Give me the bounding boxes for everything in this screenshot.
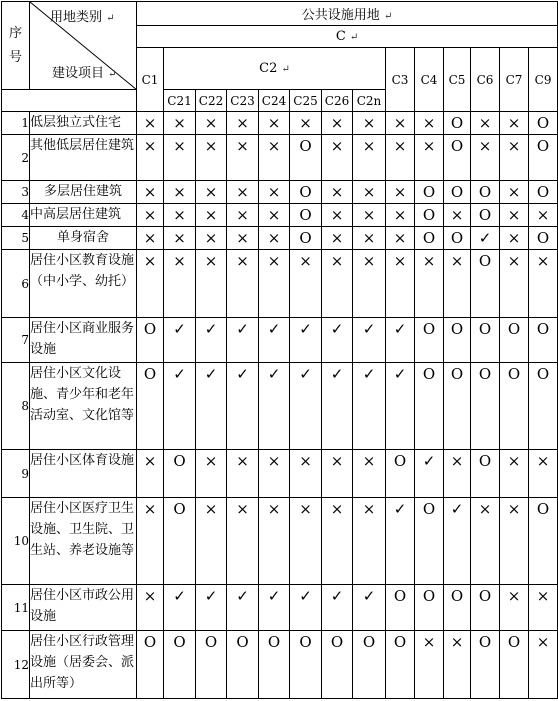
- compatibility-mark: ×: [259, 204, 290, 227]
- compatibility-mark: ×: [386, 250, 415, 318]
- column-code-c25: C25: [290, 90, 322, 112]
- compatibility-mark: ×: [322, 135, 353, 181]
- compatibility-mark: ×: [290, 112, 322, 135]
- return-mark-icon: ↵: [108, 69, 117, 80]
- compatibility-mark: ✓: [444, 498, 471, 585]
- compatibility-mark: O: [415, 318, 444, 363]
- compatibility-mark: ×: [137, 585, 164, 631]
- table-row: [2, 250, 558, 318]
- compatibility-mark: ×: [290, 498, 322, 585]
- compatibility-mark: O: [137, 631, 164, 699]
- row-number: 1: [2, 112, 30, 135]
- sub-group-code: C2 ↵: [164, 48, 386, 90]
- compatibility-mark: O: [529, 181, 558, 204]
- compatibility-mark: O: [164, 631, 196, 699]
- table-body: [2, 2, 558, 699]
- compatibility-mark: ✓: [386, 363, 415, 450]
- compatibility-mark: ×: [322, 227, 353, 250]
- row-number: 5: [2, 227, 30, 250]
- compatibility-mark: ×: [500, 204, 529, 227]
- row-project-name: 多层居住建筑: [30, 181, 137, 204]
- compatibility-mark: O: [444, 318, 471, 363]
- compatibility-mark: ×: [259, 112, 290, 135]
- land-use-compatibility-table: [1, 1, 558, 699]
- row-number: 7: [2, 318, 30, 363]
- table-row: [2, 135, 558, 181]
- compatibility-mark: O: [196, 631, 227, 699]
- compatibility-mark: O: [415, 181, 444, 204]
- compatibility-mark: ×: [529, 204, 558, 227]
- compatibility-mark: O: [471, 450, 500, 498]
- compatibility-mark: ×: [500, 250, 529, 318]
- row-project-name: 单身宿舍: [30, 227, 137, 250]
- row-project-name: 中高层居住建筑: [30, 204, 137, 227]
- compatibility-mark: O: [444, 227, 471, 250]
- compatibility-mark: O: [415, 498, 444, 585]
- compatibility-mark: ×: [290, 250, 322, 318]
- column-code-c21: C21: [164, 90, 196, 112]
- compatibility-mark: ×: [500, 450, 529, 498]
- compatibility-mark: O: [471, 585, 500, 631]
- compatibility-mark: ×: [500, 112, 529, 135]
- compatibility-mark: ×: [529, 450, 558, 498]
- compatibility-mark: O: [290, 631, 322, 699]
- row-number: 3: [2, 181, 30, 204]
- seq-header-text: 序号: [9, 25, 23, 65]
- compatibility-mark: O: [471, 181, 500, 204]
- compatibility-mark: O: [164, 498, 196, 585]
- table-row: [2, 204, 558, 227]
- compatibility-mark: ✓: [386, 498, 415, 585]
- row-project-name: 居住小区文化设施、青少年和老年活动室、文化馆等: [30, 363, 137, 450]
- table-row: [2, 585, 558, 631]
- compatibility-mark: ×: [444, 631, 471, 699]
- row-number: 6: [2, 250, 30, 318]
- compatibility-mark: ×: [353, 204, 386, 227]
- compatibility-mark: ×: [164, 204, 196, 227]
- compatibility-mark: O: [529, 135, 558, 181]
- row-number: 9: [2, 450, 30, 498]
- compatibility-mark: ×: [227, 498, 259, 585]
- row-project-name: 居住小区医疗卫生设施、卫生院、卫生站、养老设施等: [30, 498, 137, 585]
- row-number: 10: [2, 498, 30, 585]
- compatibility-mark: O: [471, 363, 500, 450]
- compatibility-mark: ×: [259, 135, 290, 181]
- compatibility-mark: ✓: [353, 363, 386, 450]
- compatibility-mark: O: [386, 585, 415, 631]
- row-project-name: 居住小区教育设施（中小学、幼托）: [30, 250, 137, 318]
- compatibility-mark: ✓: [322, 363, 353, 450]
- compatibility-mark: O: [471, 318, 500, 363]
- compatibility-mark: O: [500, 318, 529, 363]
- compatibility-mark: ×: [500, 135, 529, 181]
- return-mark-icon: ↵: [106, 13, 115, 24]
- compatibility-mark: O: [444, 585, 471, 631]
- compatibility-mark: ×: [353, 181, 386, 204]
- compatibility-mark: ×: [386, 227, 415, 250]
- compatibility-mark: ✓: [386, 318, 415, 363]
- row-number: 12: [2, 631, 30, 699]
- compatibility-mark: O: [353, 631, 386, 699]
- compatibility-mark: O: [444, 112, 471, 135]
- compatibility-mark: ×: [196, 181, 227, 204]
- compatibility-mark: ✓: [259, 363, 290, 450]
- row-number: 2: [2, 135, 30, 181]
- row-project-name: 居住小区市政公用设施: [30, 585, 137, 631]
- compatibility-mark: ×: [322, 112, 353, 135]
- compatibility-mark: ✓: [196, 318, 227, 363]
- row-number: 4: [2, 204, 30, 227]
- compatibility-mark: ×: [227, 227, 259, 250]
- row-project-name: 低层独立式住宅: [30, 112, 137, 135]
- compatibility-mark: ✓: [227, 585, 259, 631]
- compatibility-mark: ×: [196, 450, 227, 498]
- row-project-name: 居住小区体育设施: [30, 450, 137, 498]
- row-project-name: 其他低层居住建筑: [30, 135, 137, 181]
- table-row: [2, 112, 558, 135]
- return-mark-icon: ↵: [383, 11, 393, 22]
- compatibility-mark: ×: [353, 450, 386, 498]
- table-row: [2, 181, 558, 204]
- compatibility-mark: ×: [444, 250, 471, 318]
- compatibility-mark: ✓: [164, 585, 196, 631]
- compatibility-mark: ×: [259, 250, 290, 318]
- compatibility-mark: ×: [471, 112, 500, 135]
- compatibility-mark: ×: [415, 631, 444, 699]
- compatibility-mark: ✓: [322, 318, 353, 363]
- compatibility-mark: O: [529, 318, 558, 363]
- compatibility-mark: ×: [259, 498, 290, 585]
- compatibility-mark: ×: [444, 204, 471, 227]
- compatibility-mark: O: [322, 631, 353, 699]
- column-code-c26: C26: [322, 90, 353, 112]
- compatibility-mark: ×: [415, 135, 444, 181]
- compatibility-mark: ✓: [353, 585, 386, 631]
- compatibility-mark: ×: [529, 250, 558, 318]
- compatibility-mark: ×: [529, 585, 558, 631]
- column-code-c24: C24: [259, 90, 290, 112]
- compatibility-mark: ×: [137, 204, 164, 227]
- compatibility-mark: O: [471, 631, 500, 699]
- compatibility-mark: ×: [471, 135, 500, 181]
- compatibility-mark: O: [529, 363, 558, 450]
- compatibility-mark: ×: [322, 450, 353, 498]
- compatibility-mark: O: [415, 204, 444, 227]
- compatibility-mark: ✓: [164, 363, 196, 450]
- compatibility-mark: ✓: [290, 585, 322, 631]
- compatibility-mark: ×: [196, 112, 227, 135]
- compatibility-mark: O: [290, 227, 322, 250]
- compatibility-mark: ×: [196, 204, 227, 227]
- compatibility-mark: O: [415, 585, 444, 631]
- column-code-c9: C9: [529, 48, 558, 112]
- compatibility-mark: ×: [259, 181, 290, 204]
- compatibility-mark: ×: [227, 112, 259, 135]
- compatibility-mark: ×: [500, 227, 529, 250]
- compatibility-mark: ×: [322, 498, 353, 585]
- return-mark-icon: ↵: [349, 32, 359, 43]
- compatibility-mark: ×: [500, 181, 529, 204]
- compatibility-mark: O: [444, 181, 471, 204]
- compatibility-mark: ×: [196, 250, 227, 318]
- compatibility-mark: ✓: [227, 363, 259, 450]
- table-row: [2, 227, 558, 250]
- compatibility-mark: ×: [353, 250, 386, 318]
- compatibility-mark: ×: [322, 204, 353, 227]
- compatibility-mark: ×: [500, 585, 529, 631]
- compatibility-mark: O: [386, 450, 415, 498]
- table-row: [2, 498, 558, 585]
- compatibility-mark: O: [500, 363, 529, 450]
- column-code-c4: C4: [415, 48, 444, 112]
- compatibility-mark: ×: [227, 181, 259, 204]
- compatibility-mark: ×: [444, 450, 471, 498]
- compatibility-mark: ×: [137, 227, 164, 250]
- compatibility-mark: ×: [386, 112, 415, 135]
- table-row: [2, 363, 558, 450]
- compatibility-mark: ✓: [164, 318, 196, 363]
- compatibility-mark: ×: [196, 135, 227, 181]
- compatibility-mark: ×: [164, 181, 196, 204]
- row-number: 11: [2, 585, 30, 631]
- compatibility-mark: ×: [386, 181, 415, 204]
- group-code: C ↵: [137, 26, 558, 48]
- compatibility-mark: ×: [353, 227, 386, 250]
- compatibility-mark: ×: [322, 181, 353, 204]
- table-row: [2, 450, 558, 498]
- compatibility-mark: ✓: [259, 318, 290, 363]
- row-number: 8: [2, 363, 30, 450]
- table-row: [2, 631, 558, 699]
- compatibility-mark: ×: [290, 450, 322, 498]
- compatibility-mark: ×: [227, 204, 259, 227]
- compatibility-mark: O: [444, 363, 471, 450]
- group-title: 公共设施用地 ↵: [137, 2, 558, 26]
- compatibility-mark: ✓: [196, 585, 227, 631]
- column-code-c6: C6: [471, 48, 500, 112]
- compatibility-mark: ✓: [196, 363, 227, 450]
- category-header-label: 用地类别: [50, 10, 103, 25]
- compatibility-mark: O: [227, 631, 259, 699]
- compatibility-mark: O: [290, 135, 322, 181]
- compatibility-mark: ✓: [290, 318, 322, 363]
- project-header-label: 建设项目: [52, 66, 105, 81]
- row-project-name: 居住小区商业服务设施: [30, 318, 137, 363]
- compatibility-mark: ✓: [322, 585, 353, 631]
- compatibility-mark: O: [290, 204, 322, 227]
- compatibility-mark: ×: [415, 250, 444, 318]
- compatibility-mark: O: [471, 250, 500, 318]
- compatibility-mark: ×: [196, 498, 227, 585]
- compatibility-mark: O: [471, 204, 500, 227]
- column-code-c23: C23: [227, 90, 259, 112]
- compatibility-mark: ×: [196, 227, 227, 250]
- compatibility-mark: ×: [137, 181, 164, 204]
- compatibility-mark: O: [529, 498, 558, 585]
- compatibility-mark: ✓: [227, 318, 259, 363]
- compatibility-mark: ×: [137, 250, 164, 318]
- column-code-c5: C5: [444, 48, 471, 112]
- seq-header: [2, 2, 30, 90]
- compatibility-mark: ×: [137, 450, 164, 498]
- compatibility-mark: O: [164, 450, 196, 498]
- compatibility-mark: O: [290, 181, 322, 204]
- compatibility-mark: ✓: [415, 450, 444, 498]
- compatibility-mark: O: [529, 112, 558, 135]
- compatibility-mark: ×: [322, 250, 353, 318]
- compatibility-mark: ×: [259, 227, 290, 250]
- compatibility-mark: O: [137, 363, 164, 450]
- column-code-c1: C1: [137, 48, 164, 112]
- compatibility-mark: ×: [529, 631, 558, 699]
- compatibility-mark: O: [137, 318, 164, 363]
- return-mark-icon: ↵: [281, 64, 290, 75]
- compatibility-mark: ×: [137, 498, 164, 585]
- compatibility-mark: ×: [137, 135, 164, 181]
- compatibility-mark: O: [529, 227, 558, 250]
- compatibility-mark: ×: [500, 498, 529, 585]
- column-code-c3: C3: [386, 48, 415, 112]
- compatibility-mark: ×: [164, 227, 196, 250]
- compatibility-mark: O: [500, 631, 529, 699]
- compatibility-mark: ✓: [290, 363, 322, 450]
- column-code-c7: C7: [500, 48, 529, 112]
- compatibility-mark: ×: [415, 112, 444, 135]
- compatibility-mark: O: [415, 363, 444, 450]
- compatibility-mark: ✓: [259, 585, 290, 631]
- compatibility-mark: ✓: [471, 227, 500, 250]
- compatibility-mark: ×: [164, 112, 196, 135]
- compatibility-mark: ×: [227, 450, 259, 498]
- table-row: [2, 318, 558, 363]
- compatibility-mark: ×: [259, 450, 290, 498]
- compatibility-mark: O: [386, 631, 415, 699]
- compatibility-mark: ×: [353, 498, 386, 585]
- compatibility-mark: ×: [353, 135, 386, 181]
- compatibility-mark: ×: [164, 135, 196, 181]
- compatibility-mark: ×: [227, 250, 259, 318]
- compatibility-mark: ×: [227, 135, 259, 181]
- compatibility-mark: O: [444, 135, 471, 181]
- column-code-c2n: C2n: [353, 90, 386, 112]
- compatibility-mark: ×: [137, 112, 164, 135]
- compatibility-mark: ×: [353, 112, 386, 135]
- compatibility-mark: ×: [471, 498, 500, 585]
- compatibility-mark: ×: [386, 135, 415, 181]
- corner-header: [30, 2, 137, 90]
- compatibility-mark: ✓: [353, 318, 386, 363]
- row-project-name: 居住小区行政管理设施（居委会、派出所等）: [30, 631, 137, 699]
- column-code-c22: C22: [196, 90, 227, 112]
- compatibility-mark: ×: [164, 250, 196, 318]
- compatibility-mark: O: [259, 631, 290, 699]
- compatibility-mark: O: [415, 227, 444, 250]
- compatibility-mark: ×: [386, 204, 415, 227]
